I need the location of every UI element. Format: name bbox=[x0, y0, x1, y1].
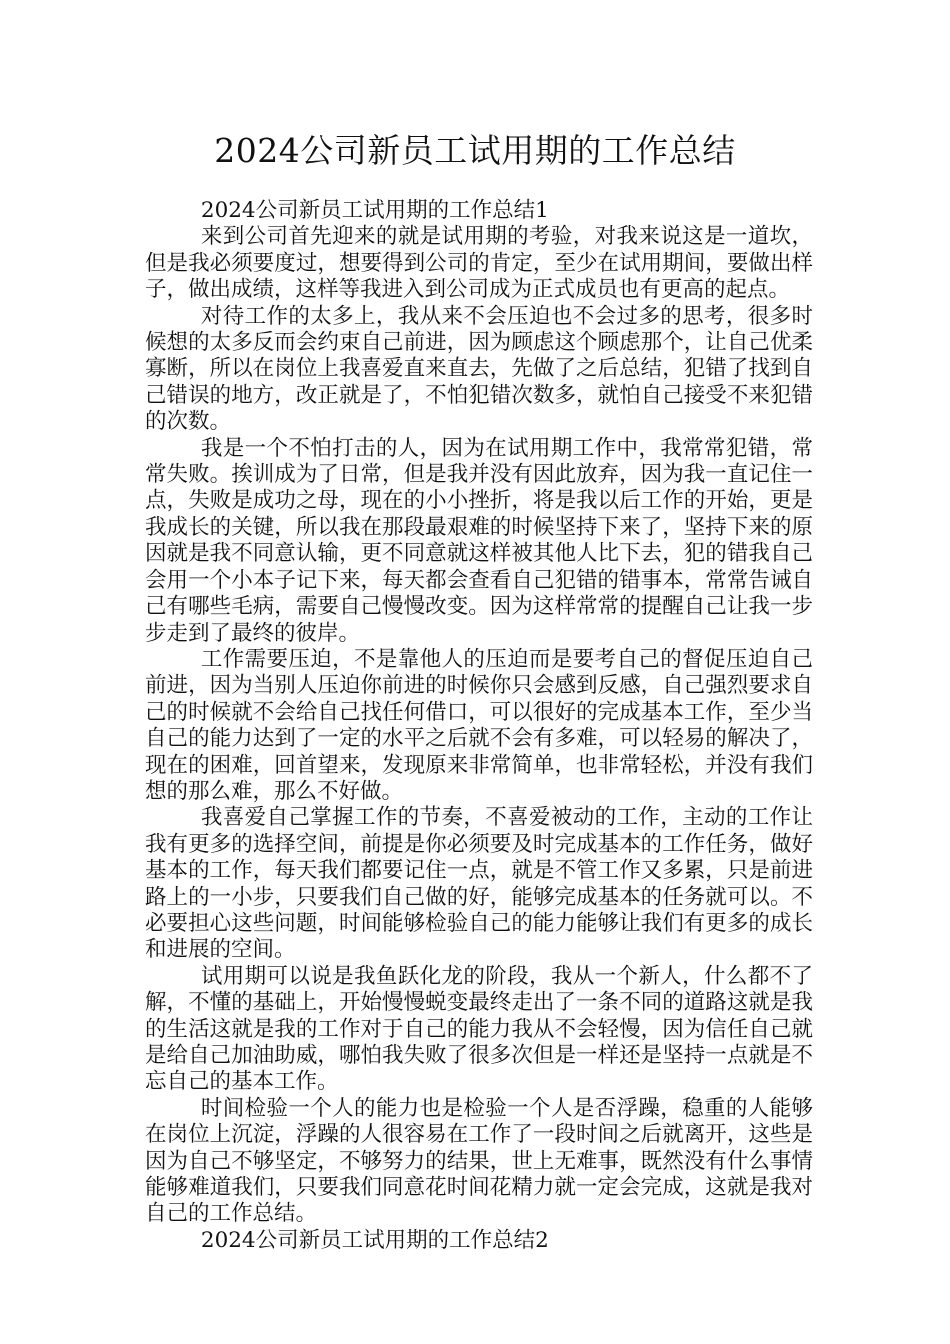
document-title: 2024公司新员工试用期的工作总结 bbox=[214, 131, 736, 170]
section-heading-1: 2024公司新员工试用期的工作总结1 bbox=[200, 198, 549, 223]
paragraph-7: 时间检验一个人的能力也是检验一个人是否浮躁，稳重的人能够在岗位上沉淀，浮躁的人很容易在工作了一段时间之后就离开，这些是因为自己不够坚定，不够努力的结果，世上无难事，既然没有什么事情能够难道我们，只要我们同意花时间花精力就一定会完成，这就是我对自己的工作总结。 bbox=[145, 1095, 813, 1227]
section-heading-2: 2024公司新员工试用期的工作总结2 bbox=[200, 1227, 549, 1253]
paragraph-3: 我是一个不怕打击的人，因为在试用期工作中，我常常犯错，常常失败。挨训成为了日常，但是我并没有因此放弃，因为我一直记住一点，失败是成功之母，现在的小小挫折，将是我以后工作的开始，更是我成长的关键，所以我在那段最艰难的时候坚持下来了，坚持下来的原因就是我不同意认输，更不同意就这样被其他人比下去，犯的错我自己会用一个小本子记下来，每天都会查看自己犯错的错事本，常常告诫自己有哪些毛病，需要自己慢慢改变。因为这样常常的提醒自己让我一步步走到了最终的彼岸。 bbox=[145, 435, 813, 646]
paragraph-4: 工作需要压迫，不是靠他人的压迫而是要考自己的督促压迫自己前进，因为当别人压迫你前进的时候你只会感到反感，自己强烈要求自己的时候就不会给自己找任何借口，可以很好的完成基本工作，至少当自己的能力达到了一定的水平之后就不会有多难，可以轻易的解决了，现在的困难，回首望来，发现原来非常简单，也非常轻松，并没有我们想的那么难，那么不好做。 bbox=[145, 646, 813, 804]
paragraph-1: 来到公司首先迎来的就是试用期的考验，对我来说这是一道坎，但是我必须要度过，想要得到公司的肯定，至少在试用期间，要做出样子，做出成绩，这样等我进入到公司成为正式成员也有更高的起点。 bbox=[145, 224, 813, 303]
paragraph-5: 我喜爱自己掌握工作的节奏，不喜爱被动的工作，主动的工作让我有更多的选择空间，前提是你必须要及时完成基本的工作任务，做好基本的工作，每天我们都要记住一点，就是不管工作又多累，只是前进路上的一小步，只要我们自己做的好，能够完成基本的任务就可以。不必要担心这些问题，时间能够检验自己的能力能够让我们有更多的成长和进展的空间。 bbox=[145, 805, 813, 963]
document-body bbox=[145, 198, 813, 1254]
paragraph-2: 对待工作的太多上，我从来不会压迫也不会过多的思考，很多时候想的太多反而会约束自己前进，因为顾虑这个顾虑那个，让自己优柔寡断，所以在岗位上我喜爱直来直去，先做了之后总结，犯错了找到自己错误的地方，改正就是了，不怕犯错次数多，就怕自己接受不来犯错的次数。 bbox=[145, 303, 813, 435]
paragraph-6: 试用期可以说是我鱼跃化龙的阶段，我从一个新人，什么都不了解，不懂的基础上，开始慢慢蜕变最终走出了一条不同的道路这就是我的生活这就是我的工作对于自己的能力我从不会轻慢，因为信任自己就是给自己加油助威，哪怕我失败了很多次但是一样还是坚持一点就是不忘自己的基本工作。 bbox=[145, 963, 813, 1095]
